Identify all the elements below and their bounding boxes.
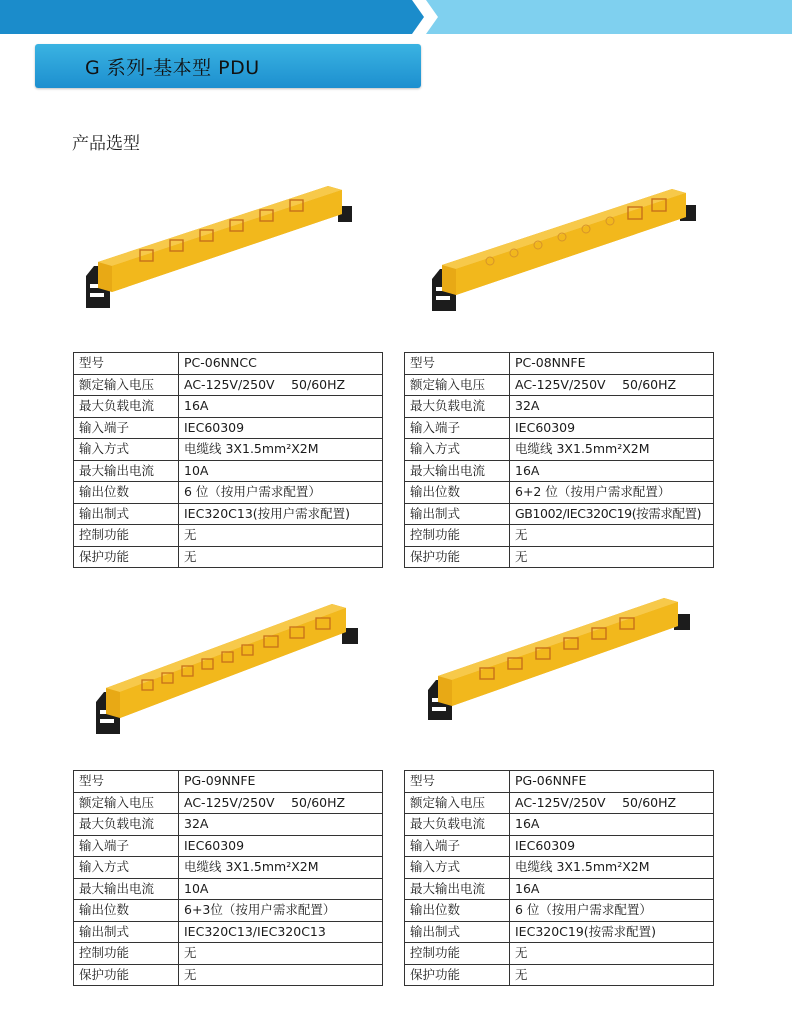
spec-value: 16A [510, 460, 714, 482]
table-row [74, 771, 383, 793]
spec-value: 6+2 位（按用户需求配置） [510, 482, 714, 504]
spec-label: 控制功能 [405, 943, 510, 965]
spec-value: PC-06NNCC [179, 353, 383, 375]
spec-label: 输出制式 [405, 921, 510, 943]
spec-label: 保护功能 [74, 964, 179, 986]
table-row [74, 546, 383, 568]
spec-label: 最大输出电流 [405, 460, 510, 482]
table-row [74, 964, 383, 986]
spec-label: 输入端子 [405, 417, 510, 439]
table-row [405, 439, 714, 461]
table-row [74, 417, 383, 439]
spec-label: 最大输出电流 [405, 878, 510, 900]
table-row [74, 482, 383, 504]
table-row [405, 964, 714, 986]
spec-label: 输出位数 [405, 900, 510, 922]
spec-value: 电缆线 3X1.5mm²X2M [510, 439, 714, 461]
spec-table-4 [404, 770, 714, 986]
spec-value: 电缆线 3X1.5mm²X2M [179, 857, 383, 879]
spec-value: IEC60309 [510, 417, 714, 439]
spec-value: GB1002/IEC320C19(按需求配置) [510, 503, 714, 525]
spec-label: 保护功能 [405, 964, 510, 986]
table-row [405, 943, 714, 965]
spec-value: 无 [510, 964, 714, 986]
spec-label: 额定输入电压 [405, 792, 510, 814]
spec-label: 保护功能 [74, 546, 179, 568]
spec-value: 无 [510, 943, 714, 965]
pdu-image-1 [80, 180, 360, 315]
table-row [405, 771, 714, 793]
spec-value: 无 [179, 525, 383, 547]
table-row [74, 921, 383, 943]
table-row [74, 503, 383, 525]
spec-label: 最大负载电流 [405, 396, 510, 418]
spec-label: 输出位数 [74, 900, 179, 922]
table-row [74, 835, 383, 857]
spec-value: IEC60309 [510, 835, 714, 857]
table-row [405, 503, 714, 525]
table-row [405, 525, 714, 547]
spec-value: IEC320C13(按用户需求配置) [179, 503, 383, 525]
spec-value: AC-125V/250V 50/60HZ [179, 792, 383, 814]
spec-value: 32A [179, 814, 383, 836]
spec-value: 无 [179, 964, 383, 986]
spec-value: 16A [179, 396, 383, 418]
pdu-image-3 [92, 598, 364, 738]
spec-value: PG-09NNFE [179, 771, 383, 793]
spec-label: 额定输入电压 [405, 374, 510, 396]
spec-label: 控制功能 [405, 525, 510, 547]
spec-value: PC-08NNFE [510, 353, 714, 375]
table-row [405, 353, 714, 375]
spec-label: 输入方式 [74, 439, 179, 461]
spec-value: 无 [510, 525, 714, 547]
spec-table-2 [404, 352, 714, 568]
spec-label: 最大负载电流 [74, 814, 179, 836]
spec-value: 6 位（按用户需求配置） [510, 900, 714, 922]
spec-value: IEC320C19(按需求配置) [510, 921, 714, 943]
spec-label: 输出制式 [405, 503, 510, 525]
spec-label: 输出制式 [74, 921, 179, 943]
spec-label: 输出位数 [74, 482, 179, 504]
spec-value: AC-125V/250V 50/60HZ [510, 792, 714, 814]
spec-value: 10A [179, 878, 383, 900]
spec-value: 电缆线 3X1.5mm²X2M [510, 857, 714, 879]
spec-value: AC-125V/250V 50/60HZ [510, 374, 714, 396]
spec-value: 无 [179, 943, 383, 965]
page-title: G 系列-基本型 PDU [85, 57, 260, 79]
spec-table-3 [73, 770, 383, 986]
table-row [74, 374, 383, 396]
table-row [405, 792, 714, 814]
spec-value: 16A [510, 814, 714, 836]
table-row [74, 878, 383, 900]
spec-label: 额定输入电压 [74, 792, 179, 814]
spec-label: 输入方式 [74, 857, 179, 879]
table-row [74, 900, 383, 922]
table-row [74, 943, 383, 965]
table-row [405, 546, 714, 568]
spec-label: 型号 [405, 353, 510, 375]
pdu-image-4 [424, 594, 696, 724]
spec-table-1 [73, 352, 383, 568]
spec-label: 输入方式 [405, 439, 510, 461]
table-row [74, 439, 383, 461]
table-row [405, 835, 714, 857]
table-row [405, 396, 714, 418]
table-row [74, 857, 383, 879]
spec-label: 保护功能 [405, 546, 510, 568]
spec-label: 型号 [74, 353, 179, 375]
spec-value: 电缆线 3X1.5mm²X2M [179, 439, 383, 461]
spec-label: 控制功能 [74, 525, 179, 547]
table-row [74, 814, 383, 836]
section-header-box [35, 44, 421, 88]
spec-value: AC-125V/250V 50/60HZ [179, 374, 383, 396]
spec-value: 6 位（按用户需求配置） [179, 482, 383, 504]
spec-value: 无 [179, 546, 383, 568]
spec-label: 输入端子 [74, 835, 179, 857]
table-row [74, 460, 383, 482]
spec-label: 型号 [405, 771, 510, 793]
table-row [405, 814, 714, 836]
spec-value: PG-06NNFE [510, 771, 714, 793]
spec-value: 32A [510, 396, 714, 418]
spec-label: 输出位数 [405, 482, 510, 504]
spec-value: IEC60309 [179, 417, 383, 439]
spec-label: 最大输出电流 [74, 460, 179, 482]
spec-value: 10A [179, 460, 383, 482]
table-row [74, 792, 383, 814]
pdu-image-2 [428, 185, 708, 315]
table-row [405, 374, 714, 396]
spec-value: 6+3位（按用户需求配置） [179, 900, 383, 922]
spec-label: 输入方式 [405, 857, 510, 879]
spec-value: 无 [510, 546, 714, 568]
table-row [405, 857, 714, 879]
table-row [405, 900, 714, 922]
table-row [74, 396, 383, 418]
top-banner [0, 0, 792, 34]
spec-value: 16A [510, 878, 714, 900]
spec-label: 最大输出电流 [74, 878, 179, 900]
spec-label: 最大负载电流 [405, 814, 510, 836]
spec-label: 最大负载电流 [74, 396, 179, 418]
table-row [74, 525, 383, 547]
spec-label: 输入端子 [405, 835, 510, 857]
spec-value: IEC60309 [179, 835, 383, 857]
table-row [405, 417, 714, 439]
spec-label: 输出制式 [74, 503, 179, 525]
table-row [405, 460, 714, 482]
spec-label: 输入端子 [74, 417, 179, 439]
spec-label: 额定输入电压 [74, 374, 179, 396]
section-title: 产品选型 [72, 134, 140, 154]
table-row [405, 482, 714, 504]
table-row [405, 878, 714, 900]
table-row [74, 353, 383, 375]
table-row [405, 921, 714, 943]
spec-label: 型号 [74, 771, 179, 793]
spec-value: IEC320C13/IEC320C13 [179, 921, 383, 943]
spec-label: 控制功能 [74, 943, 179, 965]
